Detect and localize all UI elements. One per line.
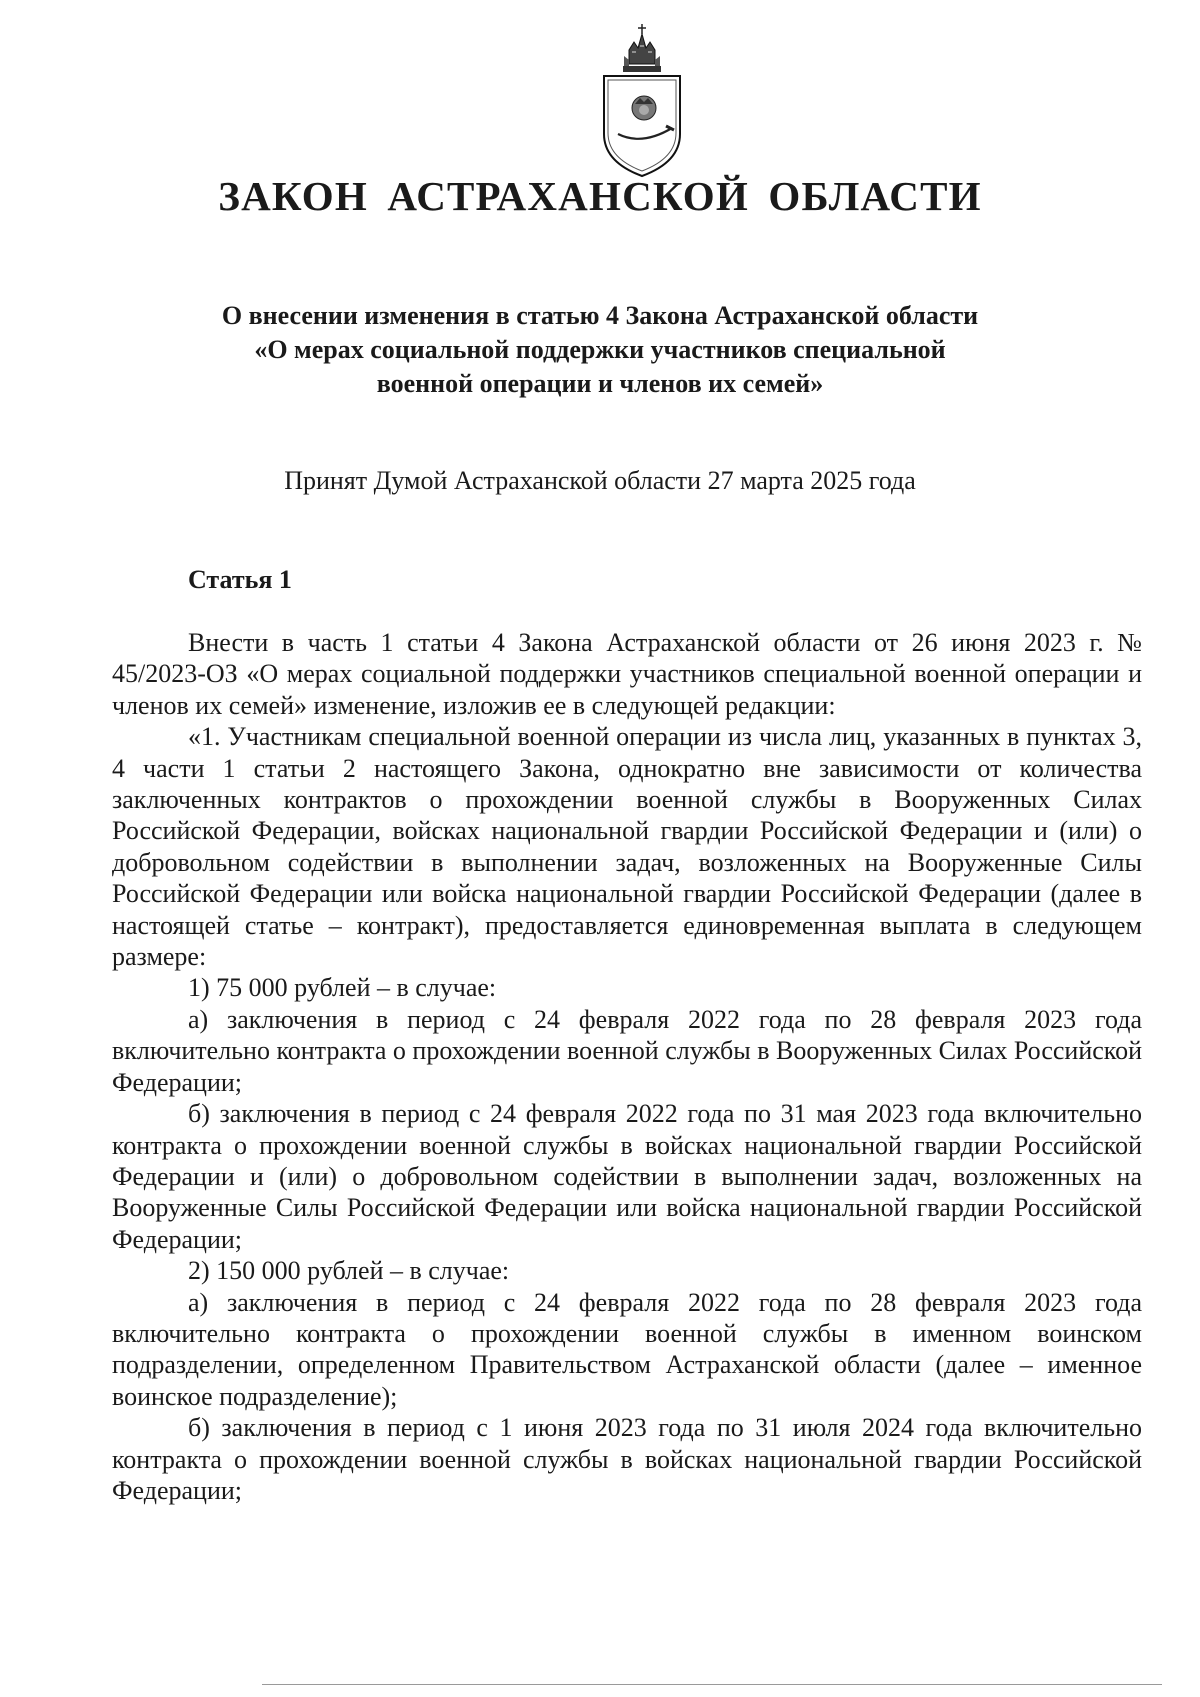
- article-heading: Статья 1: [188, 565, 292, 594]
- coat-of-arms-emblem: [596, 22, 688, 182]
- paragraph: б) заключения в период с 1 июня 2023 года по 31 июля 2024 года включительно контракта о прохождении военной службы в войсках национальной гвардии Российской Федерации;: [112, 1413, 1142, 1505]
- paragraph: а) заключения в период с 24 февраля 2022 года по 28 февраля 2023 года включительно контракта о прохождении военной службы в именном воинском подразделении, определенном Правительством Астраханской области (далее – именное воинское подразделение);: [112, 1287, 1142, 1411]
- paragraph: 2) 150 000 рублей – в случае:: [188, 1256, 510, 1286]
- article-body: [112, 627, 1142, 1506]
- paragraph: «1. Участникам специальной военной операции из числа лиц, указанных в пунктах 3, 4 части 1 статьи 2 настоящего Закона, однократно вне зависимости от количества заключенных контрактов о прохождении военной службы в Вооруженных Силах Российской Федерации, войсках национальной гвардии Российской Федерации и (или) о добровольном содействии в выполнении задач, возложенных на Вооруженные Силы Российской Федерации или войска национальной гвардии Российской Федерации (далее в настоящей статье – контракт), предоставляется единовременная выплата в следующем размере:: [112, 722, 1142, 972]
- paragraph: а) заключения в период с 24 февраля 2022 года по 28 февраля 2023 года включительно контракта о прохождении военной службы в Вооруженных Силах Российской Федерации;: [112, 1004, 1142, 1097]
- law-subject-line: О внесении изменения в статью 4 Закона Астраханской области: [221, 301, 979, 330]
- page-bottom-rule: [262, 1684, 1162, 1685]
- law-subject-line: военной операции и членов их семей»: [376, 369, 824, 398]
- paragraph: б) заключения в период с 24 февраля 2022 года по 31 мая 2023 года включительно контракта о прохождении военной службы в войсках национальной гвардии Российской Федерации и (или) о добровольном содействии в выполнении задач, возложенных на Вооруженные Силы Российской Федерации или войска национальной гвардии Российской Федерации;: [112, 1099, 1142, 1254]
- law-subject: [150, 299, 1050, 401]
- law-title: ЗАКОН АСТРАХАНСКОЙ ОБЛАСТИ: [218, 173, 982, 219]
- paragraph: Внести в часть 1 статьи 4 Закона Астраханской области от 26 июня 2023 г. № 45/2023-ОЗ «О мерах социальной поддержки участников специальной военной операции и членов их семей» изменение, изложив ее в следующей редакции:: [112, 628, 1142, 720]
- adoption-line: Принят Думой Астраханской области 27 марта 2025 года: [284, 466, 916, 495]
- law-subject-line: «О мерах социальной поддержки участников специальной: [254, 335, 946, 364]
- paragraph: 1) 75 000 рублей – в случае:: [188, 973, 497, 1003]
